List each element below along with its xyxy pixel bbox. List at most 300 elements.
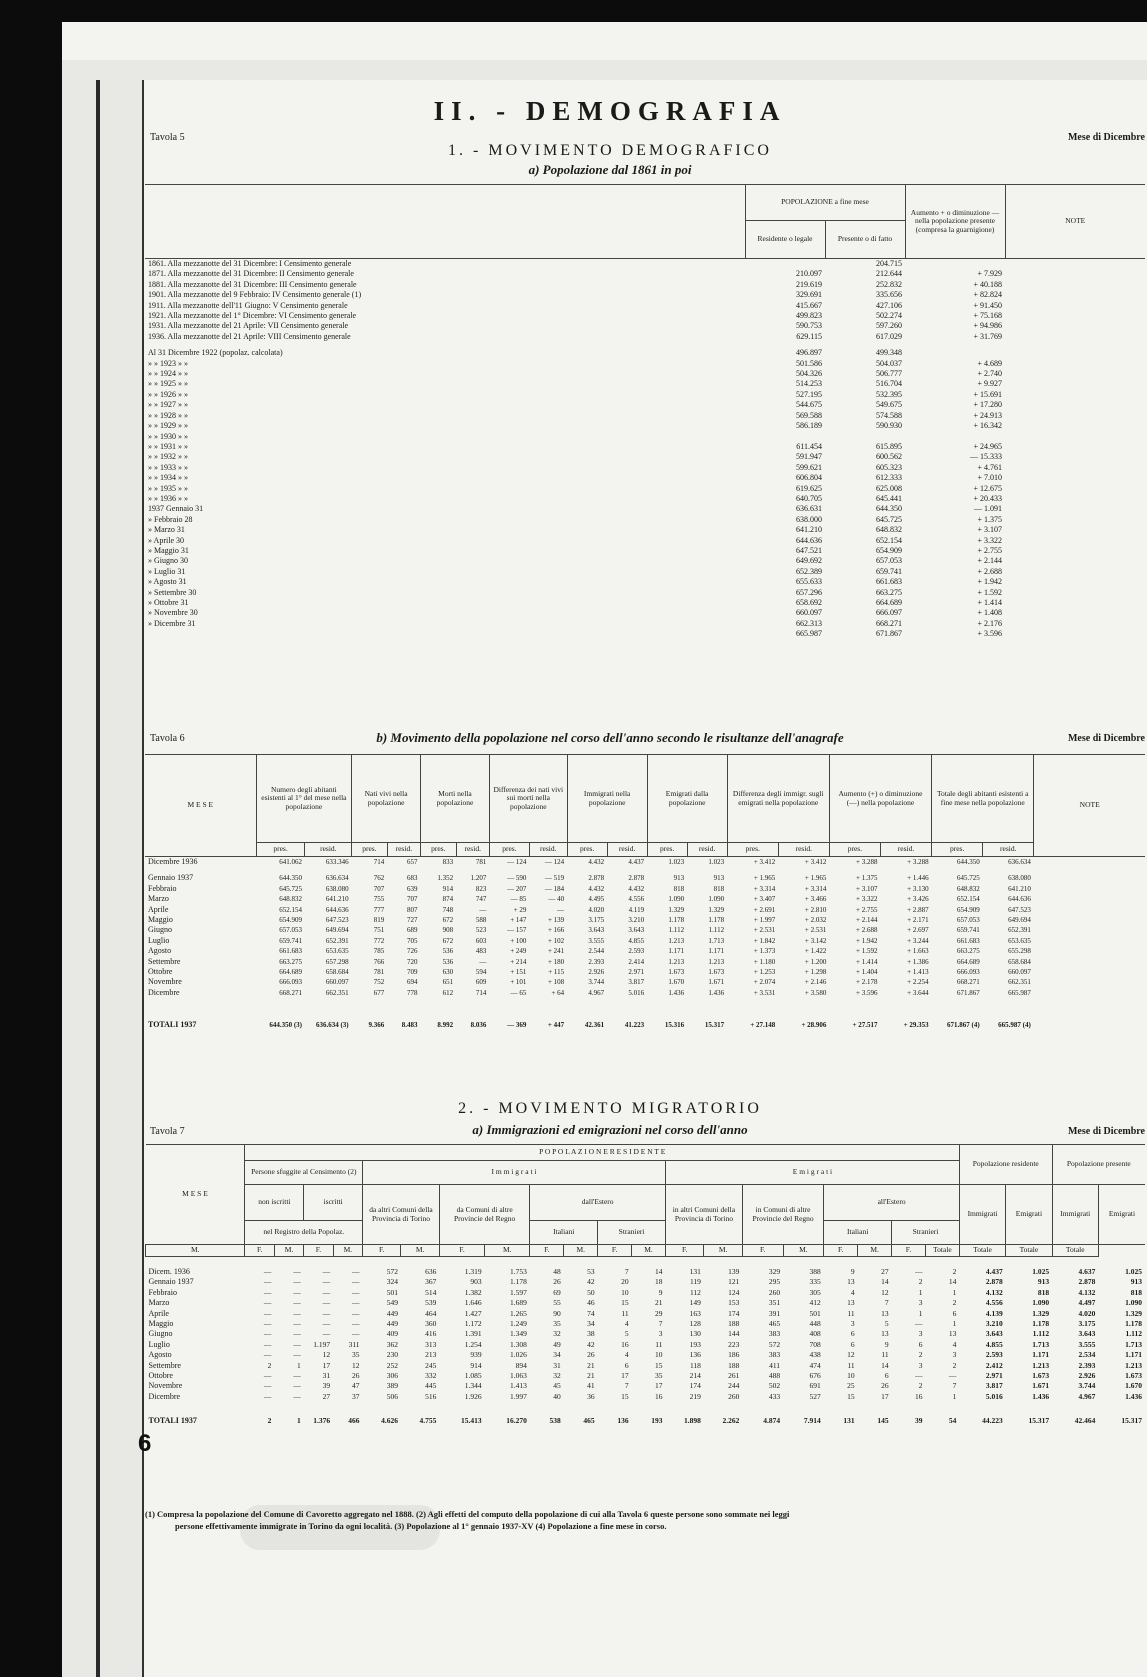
cell-value: 689 [407, 926, 418, 935]
cell-value: 641.210 [1008, 884, 1031, 893]
cell-value: — [263, 1308, 272, 1318]
cell-value: 708 [809, 1339, 821, 1349]
cell-value: 1.671 [708, 978, 725, 987]
table5-row [145, 411, 1145, 421]
cell-value: 2.414 [628, 957, 645, 966]
cell-value: 2.926 [1078, 1371, 1096, 1381]
cell-value: + 1.942 [856, 936, 878, 945]
table5-row [145, 290, 1145, 300]
cell-value: — [263, 1298, 272, 1308]
cell-value: — [293, 1277, 301, 1287]
table7-row [146, 1309, 1146, 1319]
cell-value: 186 [728, 1350, 740, 1360]
cell-value: 752 [373, 978, 385, 987]
present-value: 617.029 [876, 331, 902, 341]
cell-value: 536 [442, 957, 454, 966]
table7-head-imm-stranieri: Stranieri [598, 1221, 666, 1245]
cell-value: + 214 [510, 957, 527, 966]
cell-value: 1.025 [1032, 1267, 1050, 1276]
cell-value: 660.097 [1008, 968, 1031, 977]
note-cell [1034, 905, 1145, 915]
cell-value: 641.062 [279, 858, 302, 866]
row-label: 1881. Alla mezzanotte del 31 Dicembre: III Censimento generale [148, 279, 357, 289]
table7-head-dacomuni: da Comuni di altre Provincie del Regno [439, 1185, 529, 1245]
variation-value: + 2.755 [977, 545, 1002, 555]
month-label: Marzo [148, 1298, 170, 1308]
cell-value: — [322, 1267, 331, 1276]
month-label: Agosto [148, 1350, 172, 1360]
cell-value: 128 [689, 1319, 701, 1329]
cell-value: 466 [348, 1416, 360, 1426]
cell-value: 645.725 [956, 874, 980, 883]
subhead-m: M. [401, 1245, 439, 1257]
cell-value: 1.673 [668, 968, 685, 977]
cell-value: 4.874 [763, 1416, 781, 1426]
resident-value: 590.753 [796, 321, 822, 331]
cell-value: + 3.142 [804, 936, 827, 945]
cell-value: 445 [425, 1381, 437, 1391]
resident-value: 647.521 [796, 545, 822, 555]
note-cell [1005, 280, 1145, 290]
cell-value: 131 [843, 1416, 855, 1426]
cell-value: 661.683 [956, 936, 980, 945]
cell-value: — 124 [507, 858, 527, 866]
cell-value: + 1.997 [753, 916, 776, 925]
cell-value: 42 [587, 1277, 595, 1287]
cell-value: 53 [587, 1267, 595, 1276]
cell-value: 1.382 [464, 1287, 482, 1297]
cell-value: 818 [1130, 1287, 1142, 1297]
cell-value: 4.119 [628, 905, 645, 914]
cell-value: + 2.688 [856, 926, 878, 935]
note-cell [1034, 977, 1145, 987]
table6-row [145, 857, 1145, 868]
cell-value: 676 [809, 1371, 821, 1381]
cell-value: 15.317 [704, 1021, 725, 1030]
table7-row [146, 1288, 1146, 1298]
cell-value: 1.171 [1032, 1350, 1050, 1360]
note-cell [1034, 857, 1145, 868]
note-cell [1005, 442, 1145, 452]
cell-value: 658.684 [325, 968, 349, 977]
cell-value: — [352, 1277, 360, 1287]
table6-row [145, 946, 1145, 956]
month-label: Dicembre [148, 987, 180, 997]
cell-value: 903 [470, 1277, 482, 1287]
row-label: » » 1924 » » [148, 369, 188, 379]
cell-value: 2.878 [588, 874, 605, 883]
note-cell [1005, 504, 1145, 514]
table7-head-sfuggite: Persone sfuggite al Censimento (2) [245, 1161, 363, 1185]
cell-value: 648.832 [279, 895, 302, 904]
cell-value: 10 [621, 1287, 629, 1297]
cell-value: 2.593 [985, 1350, 1003, 1360]
table5-row [145, 608, 1145, 618]
cell-value: — [352, 1298, 360, 1308]
cell-value: 131 [689, 1267, 701, 1276]
table5-row [145, 359, 1145, 369]
cell-value: 658.684 [1008, 957, 1031, 966]
variation-value [905, 259, 1005, 270]
cell-value: 7.914 [803, 1416, 821, 1426]
subhead-f: F. [598, 1245, 632, 1257]
variation-value: + 16.342 [973, 421, 1002, 431]
cell-value: 9 [884, 1339, 889, 1349]
table7-number: Tavola 7 [150, 1126, 185, 1137]
month-label: Settembre [148, 956, 181, 966]
note-cell [1034, 957, 1145, 967]
row-label: » Agosto 31 [148, 577, 187, 587]
cell-value: 219 [689, 1391, 701, 1401]
cell-value: 383 [768, 1329, 781, 1339]
cell-value: 42 [587, 1339, 595, 1349]
cell-value: 409 [386, 1329, 398, 1339]
cell-value: 17 [881, 1391, 889, 1401]
cell-value: 665.987 [1008, 988, 1031, 997]
cell-value: 4 [624, 1350, 629, 1360]
table5-head-pres: Presente o di fatto [825, 221, 905, 259]
cell-value: + 180 [547, 957, 565, 966]
cell-value: — [352, 1329, 360, 1339]
present-value: 549.675 [876, 400, 902, 410]
table5-number: Tavola 5 [150, 132, 185, 143]
cell-value: 6 [918, 1339, 923, 1349]
cell-value: + 27.517 [852, 1021, 878, 1030]
cell-value: 13 [948, 1329, 957, 1339]
table7-row [146, 1329, 1146, 1339]
cell-value: 747 [475, 895, 487, 904]
row-label: 1936. Alla mezzanotte del 21 Aprile: VIII Censimento generale [148, 331, 351, 341]
cell-value: 914 [470, 1360, 482, 1370]
present-value: 427.106 [876, 300, 902, 310]
cell-value: — [914, 1267, 923, 1276]
table5-row [145, 421, 1145, 431]
cell-value: 16 [914, 1391, 923, 1401]
cell-value: + 29.353 [903, 1021, 929, 1030]
table5-subtitle: a) Popolazione dal 1861 in poi [528, 162, 692, 177]
cell-value: 2.971 [628, 968, 645, 977]
cell-value: 639 [407, 884, 418, 893]
cell-value: 653.635 [325, 947, 349, 956]
cell-value: 388 [809, 1267, 821, 1276]
cell-value: 612 [442, 988, 454, 997]
note-cell [1005, 421, 1145, 431]
present-value: 502.274 [876, 311, 902, 321]
table6 [145, 754, 1145, 1031]
table7-row [146, 1319, 1146, 1329]
cell-value: 705 [407, 936, 418, 945]
cell-value: 4.855 [628, 936, 645, 945]
note-cell [1005, 567, 1145, 577]
cell-value: 781 [373, 968, 385, 977]
cell-value: 8.036 [470, 1021, 487, 1030]
cell-value: 1.427 [464, 1308, 482, 1318]
footnote-line-2: persone effettivamente immigrate in Torino da ogni località. (3) Popolazione al 1° gennaio 1937-XV (4) Popolazione a fine mese in corso. [175, 1521, 667, 1531]
month-label: Dicembre [148, 1391, 181, 1401]
cell-value: 474 [809, 1360, 821, 1370]
resident-value: 599.621 [796, 462, 822, 472]
cell-value: 1.090 [708, 895, 725, 904]
cell-value: — [293, 1308, 301, 1318]
note-cell [1005, 269, 1145, 279]
cell-value: 21 [654, 1298, 663, 1308]
cell-value: 777 [373, 905, 385, 914]
table5-head-res: Residente o legale [745, 221, 825, 259]
subhead-pres: pres. [421, 843, 457, 857]
note-cell [1034, 925, 1145, 935]
cell-value: 668.271 [279, 988, 302, 997]
table6-row [145, 925, 1145, 935]
table5 [145, 184, 1145, 640]
variation-value: + 94.986 [973, 321, 1002, 331]
cell-value: 188 [728, 1360, 740, 1370]
cell-value: 1.349 [509, 1329, 527, 1339]
note-cell [1005, 536, 1145, 546]
present-value: 666.097 [876, 608, 902, 618]
note-cell [1034, 967, 1145, 977]
cell-value: 913 [1037, 1277, 1050, 1287]
table7-head-noniscritti: non iscritti [245, 1185, 304, 1221]
present-value: 644.350 [876, 504, 902, 514]
cell-value: 2.534 [1078, 1350, 1096, 1360]
cell-value: 514 [425, 1287, 437, 1297]
cell-value: 11 [881, 1350, 889, 1360]
row-label: » » 1935 » » [148, 483, 188, 493]
cell-value: 1.646 [464, 1298, 482, 1308]
cell-value: 647.523 [1008, 905, 1031, 914]
table6-row [145, 967, 1145, 977]
table7-row [146, 1267, 1146, 1277]
cell-value: + 3.644 [907, 988, 929, 997]
table7-head-popres: P O P O L A Z I O N E R E S I D E N T E [245, 1145, 959, 1161]
cell-value: 3.643 [588, 926, 605, 935]
month-label: Dicem. 1936 [148, 1267, 190, 1276]
cell-value: 16 [654, 1391, 663, 1401]
cell-value: 1.213 [1032, 1360, 1050, 1370]
cell-value: 38 [587, 1329, 595, 1339]
cell-value: 21 [587, 1360, 595, 1370]
row-label: » Settembre 30 [148, 587, 197, 597]
variation-value: + 3.596 [977, 629, 1002, 639]
variation-value: + 3.107 [977, 525, 1002, 535]
cell-value: + 3.314 [753, 884, 776, 893]
table5-row [145, 515, 1145, 525]
row-label: » » 1931 » » [148, 441, 188, 451]
cell-value: 1.023 [708, 858, 725, 866]
cell-value: 4 [952, 1339, 957, 1349]
cell-value: 668.271 [956, 978, 980, 987]
cell-value: 34 [553, 1350, 561, 1360]
cell-value: 1.329 [668, 905, 685, 914]
cell-value: — [293, 1339, 301, 1349]
note-cell [1034, 894, 1145, 904]
cell-value: 5.016 [628, 988, 645, 997]
cell-value: 1.597 [509, 1287, 527, 1297]
cell-value: 654.909 [279, 916, 302, 925]
cell-value: 15.413 [461, 1416, 482, 1426]
subhead-resid: resid. [687, 843, 727, 857]
cell-value: 12 [847, 1350, 855, 1360]
variation-value: + 24.913 [973, 410, 1002, 420]
cell-value: 8.992 [437, 1021, 454, 1030]
cell-value: 213 [425, 1350, 437, 1360]
variation-value [905, 432, 1005, 442]
cell-value: 260 [768, 1287, 781, 1297]
cell-value: 4.556 [985, 1298, 1003, 1308]
cell-value: 833 [442, 858, 454, 866]
cell-value: 35 [553, 1319, 561, 1329]
table5-row [145, 311, 1145, 321]
cell-value: 1.308 [509, 1339, 527, 1349]
month-label: Luglio [148, 935, 170, 945]
cell-value: 4.495 [588, 895, 605, 904]
cell-value: — [293, 1319, 301, 1329]
table6-total-row [145, 1020, 1145, 1030]
row-label: 1931. Alla mezzanotte del 21 Aprile: VII Censimento generale [148, 321, 349, 331]
present-value: 663.275 [876, 587, 902, 597]
cell-value: 3.817 [628, 978, 645, 987]
cell-value: 18 [654, 1277, 663, 1287]
cell-value: + 2.074 [753, 978, 776, 987]
variation-value: + 1.592 [977, 587, 1002, 597]
table7-subtitle: a) Immigrazioni ed emigrazioni nel corso dell'anno [472, 1122, 748, 1137]
table5-row [145, 473, 1145, 483]
page-number: 6 [138, 1430, 152, 1457]
cell-value: 2.971 [985, 1371, 1003, 1381]
resident-value: 644.636 [796, 535, 822, 545]
table5-row [145, 369, 1145, 379]
subhead-f: F. [304, 1245, 333, 1257]
cell-value: 657 [407, 858, 418, 866]
cell-value: 1.213 [708, 957, 725, 966]
cell-value: 3 [658, 1329, 663, 1339]
table7-head-daaltri: da altri Comuni della Provincia di Torino [363, 1185, 440, 1245]
note-cell [1005, 348, 1145, 358]
cell-value: 49 [553, 1339, 561, 1349]
cell-value: 527 [809, 1391, 821, 1401]
present-value: 654.909 [876, 545, 902, 555]
resident-value: 415.667 [796, 300, 822, 310]
cell-value: 772 [373, 936, 385, 945]
cell-value: 726 [407, 947, 418, 956]
cell-value: — 184 [544, 884, 565, 893]
table7-row [146, 1298, 1146, 1308]
cell-value: 1.178 [1032, 1319, 1050, 1329]
variation-value [905, 348, 1005, 358]
note-cell [1005, 379, 1145, 389]
row-label: » Febbraio 28 [148, 514, 193, 524]
subhead-m: M. [632, 1245, 666, 1257]
cell-value: — [263, 1350, 272, 1360]
note-cell [1005, 619, 1145, 629]
cell-value: — 124 [544, 858, 565, 866]
table6-head-migration: Differenza degli immigr. sugli emigrati nella popolazione [727, 755, 829, 843]
cell-value: 636 [425, 1267, 437, 1276]
cell-value: 9.366 [368, 1021, 385, 1030]
variation-value: + 1.942 [977, 577, 1002, 587]
row-label: » Maggio 31 [148, 545, 189, 555]
cell-value: 411 [769, 1360, 781, 1370]
cell-value: 351 [768, 1298, 781, 1308]
cell-value: 1.063 [509, 1371, 527, 1381]
cell-value: 29 [654, 1308, 663, 1318]
cell-value: 6 [952, 1308, 957, 1318]
subhead-f: F. [363, 1245, 401, 1257]
cell-value: 1.213 [668, 936, 685, 945]
cell-value: 144 [728, 1329, 740, 1339]
cell-value: + 3.322 [856, 895, 878, 904]
cell-value: 660.097 [325, 978, 349, 987]
table6-head-immigrants: Immigrati nella popolazione [567, 755, 647, 843]
month-label: Gennaio 1937 [148, 873, 194, 883]
cell-value: 483 [475, 947, 487, 956]
note-cell [1005, 369, 1145, 379]
cell-value: 913 [713, 874, 725, 883]
note-cell [1005, 321, 1145, 331]
resident-value: 569.588 [796, 410, 822, 420]
cell-value: 4.497 [1078, 1298, 1096, 1308]
cell-value: 1.112 [1125, 1329, 1142, 1339]
table7-row [146, 1277, 1146, 1287]
cell-value: 672 [442, 936, 454, 945]
cell-value: 42.361 [584, 1021, 605, 1030]
cell-value: 766 [373, 957, 385, 966]
cell-value: 136 [689, 1350, 701, 1360]
month-label: Giugno [148, 925, 172, 935]
cell-value: — [352, 1308, 360, 1318]
cell-value: 41 [587, 1381, 595, 1391]
cell-value: 4.432 [588, 858, 605, 866]
cell-value: 188 [728, 1319, 740, 1329]
cell-value: 636.634 [325, 874, 349, 883]
cell-value: 2.593 [628, 947, 645, 956]
cell-value: 778 [407, 988, 418, 997]
table5-row [145, 463, 1145, 473]
cell-value: + 1.422 [804, 947, 827, 956]
resident-value: 649.692 [796, 556, 822, 566]
note-cell [1034, 936, 1145, 946]
month-label: Aprile [148, 904, 169, 914]
cell-value: 12 [322, 1350, 331, 1360]
table5-head-var: Aumento + o diminuzione — nella popolazione presente (compresa la guarnigione) [905, 185, 1005, 259]
cell-value: — [557, 905, 565, 914]
note-cell [1005, 473, 1145, 483]
cell-value: + 102 [547, 936, 565, 945]
page-top-edge [62, 60, 1147, 80]
cell-value: 638.080 [325, 884, 349, 893]
resident-value: 640.705 [796, 493, 822, 503]
note-cell [1005, 577, 1145, 587]
cell-value: 677 [373, 988, 385, 997]
note-cell [1034, 915, 1145, 925]
cell-value: 714 [475, 988, 487, 997]
cell-value: 502 [768, 1381, 781, 1391]
table7-head-res-imm: Immigrati [959, 1185, 1005, 1245]
cell-value: 651 [442, 978, 454, 987]
cell-value: 913 [1130, 1277, 1142, 1287]
cell-value: 46 [587, 1298, 595, 1308]
cell-value: 31 [553, 1360, 561, 1370]
cell-value: + 241 [547, 947, 565, 956]
cell-value: — 207 [507, 884, 527, 893]
cell-value: 306 [386, 1371, 398, 1381]
cell-value: 2 [918, 1277, 923, 1287]
table7-row [146, 1361, 1146, 1371]
note-cell [1005, 359, 1145, 369]
present-value: 532.395 [876, 389, 902, 399]
cell-value: + 1.386 [907, 957, 929, 966]
resident-value: 496.897 [796, 348, 822, 358]
